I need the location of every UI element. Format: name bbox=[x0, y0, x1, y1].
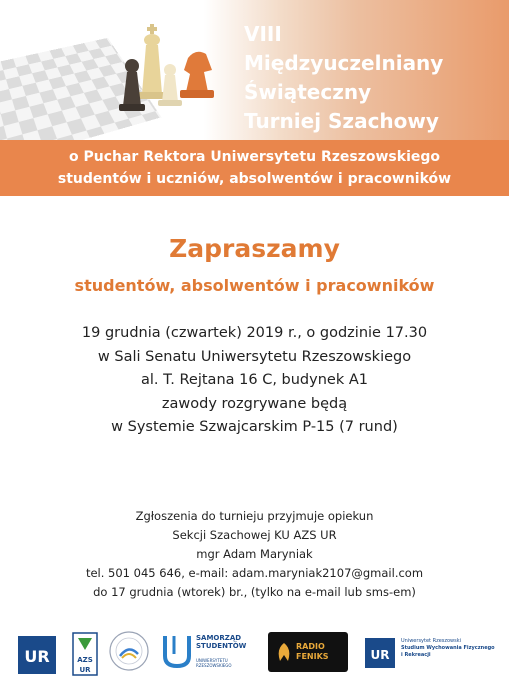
ur-sport-line: i Rekreacji bbox=[401, 652, 431, 658]
ur-sport-study-logo bbox=[365, 636, 495, 676]
contact-line: tel. 501 045 646, e-mail: adam.maryniak2107@gmail.com bbox=[85, 566, 424, 580]
event-details bbox=[0, 322, 509, 440]
pawn-dark-piece-icon bbox=[119, 59, 145, 111]
knight-piece-icon bbox=[180, 52, 214, 98]
samorzad-studentow-logo bbox=[162, 632, 252, 676]
samorzad-sub bbox=[196, 658, 232, 668]
subtitle-line: o Puchar Rektora Uniwersytetu Rzeszowskiego bbox=[68, 149, 440, 165]
radio-feniks-logo bbox=[268, 632, 348, 672]
svg-text:AZS: AZS bbox=[77, 656, 93, 664]
details-line: 19 grudnia (czwartek) 2019 r., o godzinie 17.30 bbox=[81, 325, 428, 341]
radio-line: FENIKS bbox=[296, 652, 329, 661]
title-line: Turniej Szachowy bbox=[244, 109, 439, 133]
details-line: w Sali Senatu Uniwersytetu Rzeszowskiego bbox=[97, 348, 412, 365]
title-line: VIII bbox=[244, 22, 282, 46]
samorzad-line: UNIWERSYTETU bbox=[196, 658, 228, 663]
queen-piece-icon bbox=[138, 24, 166, 99]
ur-small-logo-icon bbox=[365, 638, 395, 668]
university-seal-icon bbox=[108, 630, 150, 672]
details-line: al. T. Rejtana 16 C, budynek A1 bbox=[141, 372, 368, 388]
pawn-light-piece-icon bbox=[158, 64, 182, 106]
samorzad-line: STUDENTÓW bbox=[196, 642, 247, 650]
samorzad-emblem-icon bbox=[162, 634, 192, 668]
svg-text:UR: UR bbox=[370, 648, 390, 662]
azs-logo-icon bbox=[72, 632, 98, 676]
tournament-title bbox=[244, 20, 504, 136]
svg-text:UR: UR bbox=[24, 647, 50, 666]
ur-sport-line: Uniwersytet Rzeszowski bbox=[401, 638, 462, 644]
ur-sport-line: Studium Wychowania Fizycznego bbox=[401, 645, 495, 651]
sponsor-logos bbox=[0, 628, 509, 680]
title-line: Świąteczny bbox=[244, 80, 372, 104]
subtitle-line: studentów i uczniów, absolwentów i pracowników bbox=[57, 171, 452, 187]
radio-label bbox=[296, 642, 329, 662]
details-line: zawody rozgrywane będą bbox=[161, 395, 348, 412]
contact-line: Zgłoszenia do turnieju przyjmuje opiekun bbox=[135, 509, 374, 523]
invite-subheading: studentów, absolwentów i pracowników bbox=[74, 276, 435, 295]
samorzad-label bbox=[196, 634, 246, 650]
header-banner bbox=[0, 0, 509, 196]
phoenix-icon bbox=[274, 641, 294, 663]
samorzad-line: RZESZOWSKIEGO bbox=[196, 663, 232, 668]
ur-sport-label bbox=[401, 638, 495, 659]
ur-logo-icon bbox=[18, 636, 56, 674]
contact-line: Sekcji Szachowej KU AZS UR bbox=[172, 528, 337, 542]
contact-line: mgr Adam Maryniak bbox=[196, 547, 313, 561]
svg-text:UR: UR bbox=[79, 666, 91, 674]
contact-line: do 17 grudnia (wtorek) br., (tylko na e-mail lub sms-em) bbox=[93, 585, 416, 599]
samorzad-line: SAMORZĄD bbox=[196, 634, 242, 642]
registration-contact bbox=[0, 507, 509, 602]
details-line: w Systemie Szwajcarskim P-15 (7 rund) bbox=[111, 419, 398, 435]
invite-heading: Zapraszamy bbox=[169, 234, 340, 263]
chess-pieces-icon bbox=[100, 18, 230, 118]
title-line: Międzyuczelniany bbox=[244, 51, 444, 75]
tournament-subtitle bbox=[0, 146, 509, 190]
radio-line: RADIO bbox=[296, 642, 325, 651]
